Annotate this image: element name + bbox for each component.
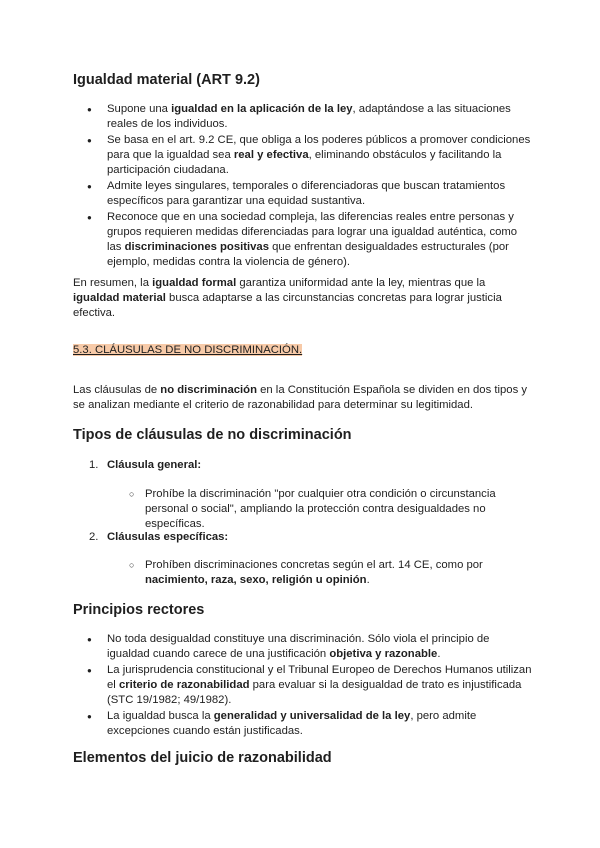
list-item: ● Supone una igualdad en la aplicación de la ley, adaptándose a las situaciones reales de los individuos. [73,102,533,132]
heading-principios-rectores: Principios rectores [73,602,205,618]
list-item: ● Admite leyes singulares, temporales o diferenciadoras que buscan tratamientos específicos para garantizar una equidad sustantiva. [73,179,533,209]
list-item: ● Se basa en el art. 9.2 CE, que obliga a los poderes públicos a promover condiciones para que la igualdad sea real y efectiva, eliminando obstáculos y facilitando la participación ciudadana. [73,133,533,178]
list-item: ○ Prohíbe la discriminación "por cualquier otra condición o circunstancia personal o social", ampliando la protección contra desigualdades no específicas. [129,487,509,532]
summary-paragraph: En resumen, la igualdad formal garantiza uniformidad ante la ley, mientras que la igualdad material busca adaptarse a las circunstancias concretas para lograr justicia efectiva. [73,277,502,319]
heading-igualdad-material: Igualdad material (ART 9.2) [73,72,260,88]
heading-elementos-juicio: Elementos del juicio de razonabilidad [73,750,332,766]
section-title: 5.3. CLÁUSULAS DE NO DISCRIMINACIÓN. [73,344,303,356]
intro-paragraph: Las cláusulas de no discriminación en la Constitución Española se dividen en dos tipos y se analizan mediante el criterio de razonabilidad para determinar su legitimidad. [73,384,528,411]
list-item: ● La igualdad busca la generalidad y universalidad de la ley, pero admite excepciones cuando están justificadas. [73,709,533,739]
list-item: ○ Prohíben discriminaciones concretas según el art. 14 CE, como por nacimiento, raza, sexo, religión u opinión. [129,558,509,588]
numbered-item-1: 1. Cláusula general: [89,459,202,471]
heading-tipos-clausulas: Tipos de cláusulas de no discriminación [73,427,352,443]
bullet-list-igualdad-material [73,102,533,271]
sublist-clausulas-especificas [129,558,509,588]
bullet-list-principios [73,632,533,740]
list-item: ● La jurisprudencia constitucional y el Tribunal Europeo de Derechos Humanos utilizan el criterio de razonabilidad para evaluar si la desigualdad de trato es injustificada (STC 19/1982; 49/1982). [73,663,533,708]
list-item: ● No toda desigualdad constituye una discriminación. Sólo viola el principio de igualdad cuando carece de una justificación objetiva y razonable. [73,632,533,662]
list-item: ● Reconoce que en una sociedad compleja, las diferencias reales entre personas y grupos requieren medidas diferenciadas para lograr una igualdad auténtica, como las discriminaciones positivas que enfrentan desigualdades estructurales (por ejemplo, medidas contra la violencia de género). [73,210,533,270]
numbered-item-2: 2. Cláusulas específicas: [89,531,229,543]
sublist-clausula-general [129,487,509,532]
